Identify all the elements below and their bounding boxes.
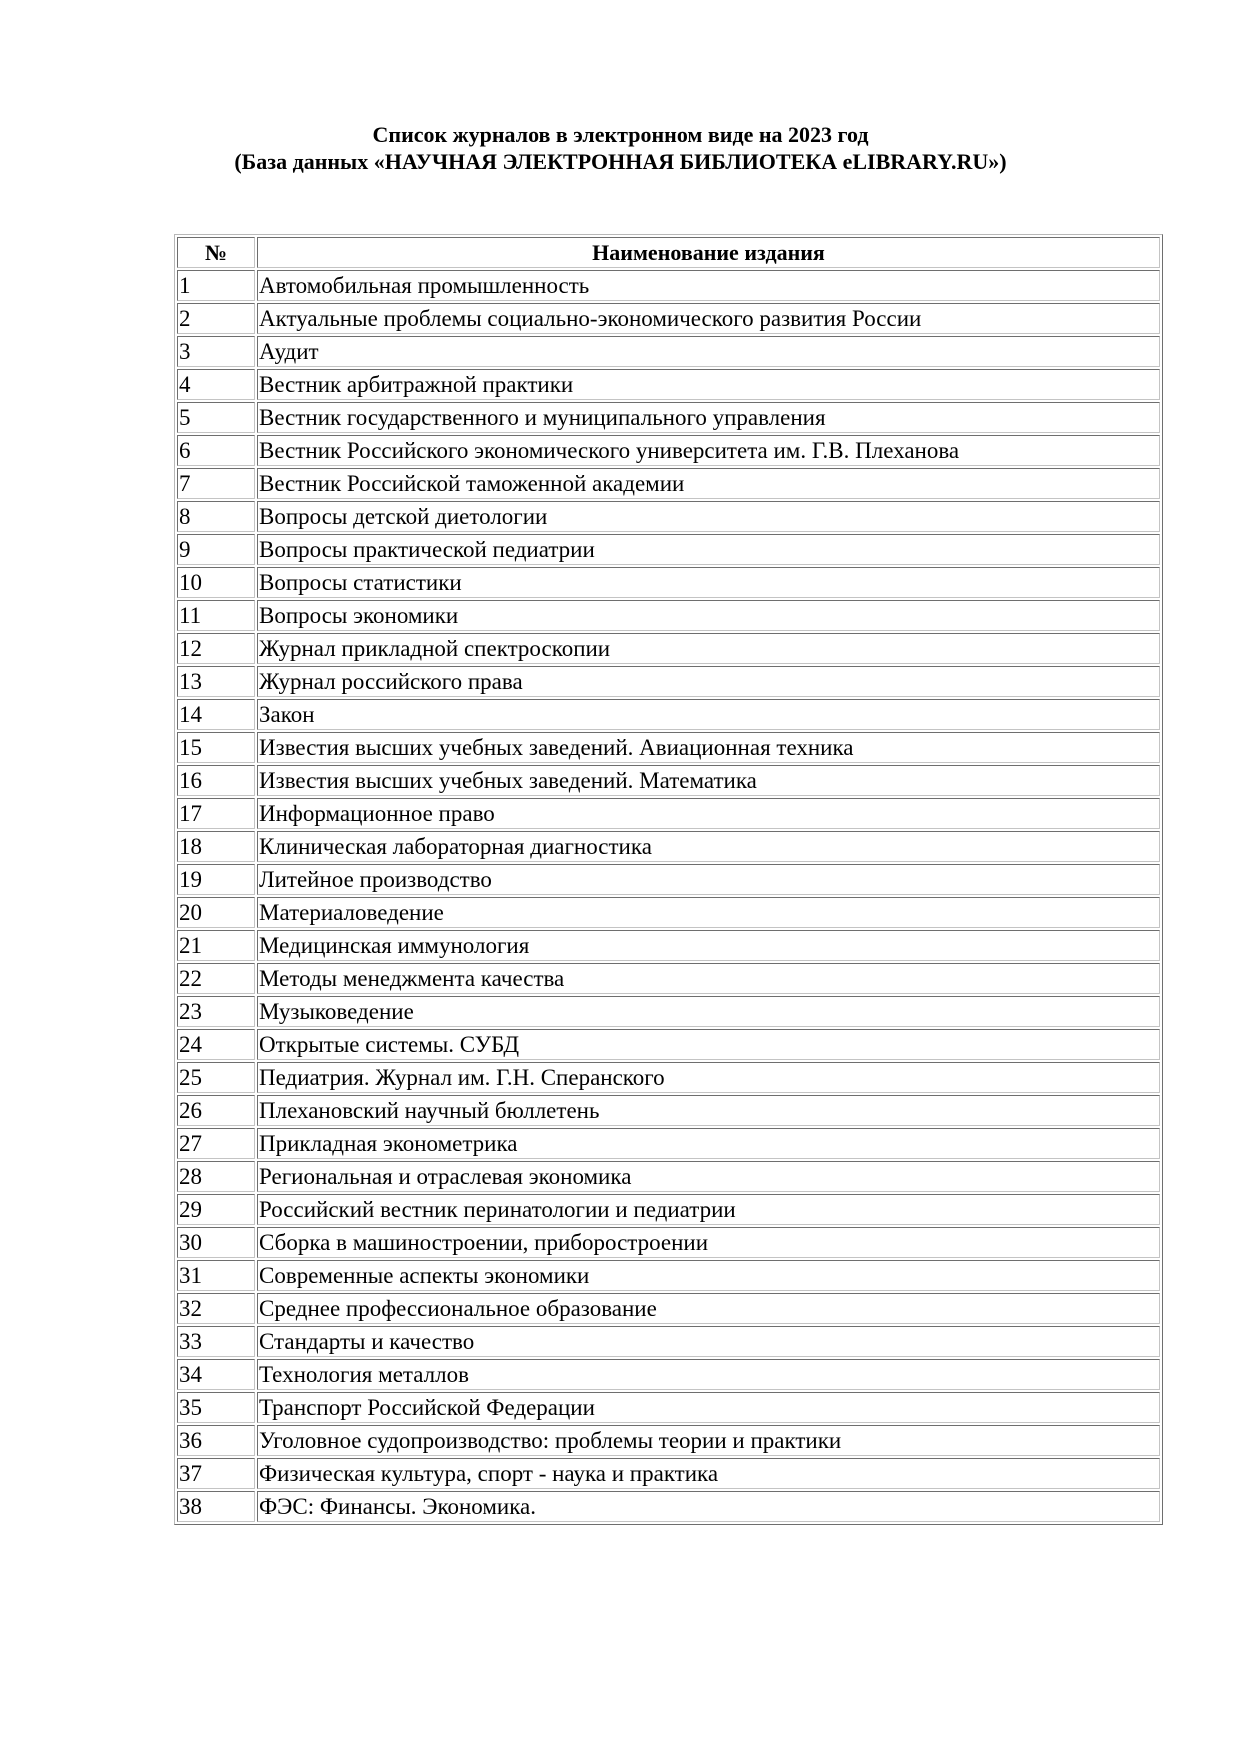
- journal-name-cell: Материаловедение: [257, 897, 1160, 928]
- table-row: [177, 1062, 1160, 1093]
- table-row: [177, 831, 1160, 862]
- table-body: [177, 270, 1160, 1522]
- row-number-cell: 27: [177, 1128, 255, 1159]
- row-number-cell: 16: [177, 765, 255, 796]
- table-row: [177, 1458, 1160, 1489]
- journal-name-cell: Сборка в машиностроении, приборостроении: [257, 1227, 1160, 1258]
- journal-name-cell: Уголовное судопроизводство: проблемы теории и практики: [257, 1425, 1160, 1456]
- table-row: [177, 402, 1160, 433]
- table-row: [177, 1491, 1160, 1522]
- journal-name-cell: Закон: [257, 699, 1160, 730]
- table-row: [177, 765, 1160, 796]
- journal-name-cell: Физическая культура, спорт - наука и практика: [257, 1458, 1160, 1489]
- row-number-cell: 21: [177, 930, 255, 961]
- row-number-cell: 24: [177, 1029, 255, 1060]
- table-row: [177, 1326, 1160, 1357]
- table-row: [177, 1260, 1160, 1291]
- journal-name-cell: Педиатрия. Журнал им. Г.Н. Сперанского: [257, 1062, 1160, 1093]
- journal-name-cell: Современные аспекты экономики: [257, 1260, 1160, 1291]
- journal-name-cell: Вестник Российского экономического университета им. Г.В. Плеханова: [257, 435, 1160, 466]
- title-line-1: Список журналов в электронном виде на 2023 год: [372, 122, 869, 147]
- table-row: [177, 699, 1160, 730]
- row-number-cell: 38: [177, 1491, 255, 1522]
- table-row: [177, 1425, 1160, 1456]
- row-number-cell: 7: [177, 468, 255, 499]
- row-number-cell: 13: [177, 666, 255, 697]
- table-row: [177, 1194, 1160, 1225]
- row-number-cell: 22: [177, 963, 255, 994]
- journal-name-cell: Автомобильная промышленность: [257, 270, 1160, 301]
- table-row: [177, 798, 1160, 829]
- row-number-cell: 23: [177, 996, 255, 1027]
- table-row: [177, 897, 1160, 928]
- row-number-cell: 2: [177, 303, 255, 334]
- table-row: [177, 1392, 1160, 1423]
- row-number-cell: 3: [177, 336, 255, 367]
- row-number-cell: 10: [177, 567, 255, 598]
- journal-name-cell: Стандарты и качество: [257, 1326, 1160, 1357]
- table-row: [177, 270, 1160, 301]
- row-number-cell: 20: [177, 897, 255, 928]
- row-number-cell: 8: [177, 501, 255, 532]
- table-row: [177, 996, 1160, 1027]
- journal-name-cell: Среднее профессиональное образование: [257, 1293, 1160, 1324]
- row-number-cell: 26: [177, 1095, 255, 1126]
- row-number-cell: 4: [177, 369, 255, 400]
- table-row: [177, 666, 1160, 697]
- journal-name-cell: Информационное право: [257, 798, 1160, 829]
- journal-name-cell: Вестник государственного и муниципального управления: [257, 402, 1160, 433]
- row-number-cell: 15: [177, 732, 255, 763]
- table-row: [177, 336, 1160, 367]
- journal-name-cell: Российский вестник перинатологии и педиатрии: [257, 1194, 1160, 1225]
- document-title: [0, 121, 1241, 175]
- journal-name-cell: Клиническая лабораторная диагностика: [257, 831, 1160, 862]
- row-number-cell: 1: [177, 270, 255, 301]
- table-row: [177, 468, 1160, 499]
- journals-table: [174, 234, 1163, 1525]
- journal-name-cell: Известия высших учебных заведений. Математика: [257, 765, 1160, 796]
- journal-name-cell: Вопросы детской диетологии: [257, 501, 1160, 532]
- row-number-cell: 5: [177, 402, 255, 433]
- row-number-cell: 33: [177, 1326, 255, 1357]
- table-row: [177, 600, 1160, 631]
- journal-name-cell: Вопросы экономики: [257, 600, 1160, 631]
- table-row: [177, 567, 1160, 598]
- row-number-cell: 18: [177, 831, 255, 862]
- table-row: [177, 435, 1160, 466]
- journal-name-cell: ФЭС: Финансы. Экономика.: [257, 1491, 1160, 1522]
- journal-name-cell: Журнал прикладной спектроскопии: [257, 633, 1160, 664]
- journal-name-cell: Музыковедение: [257, 996, 1160, 1027]
- row-number-cell: 9: [177, 534, 255, 565]
- row-number-cell: 36: [177, 1425, 255, 1456]
- table-header-row: [177, 237, 1160, 268]
- journal-name-cell: Актуальные проблемы социально-экономического развития России: [257, 303, 1160, 334]
- row-number-cell: 34: [177, 1359, 255, 1390]
- table-row: [177, 1227, 1160, 1258]
- journal-name-cell: Литейное производство: [257, 864, 1160, 895]
- table-row: [177, 633, 1160, 664]
- table-row: [177, 1161, 1160, 1192]
- table-row: [177, 1293, 1160, 1324]
- table-row: [177, 1095, 1160, 1126]
- table-row: [177, 930, 1160, 961]
- row-number-cell: 30: [177, 1227, 255, 1258]
- journal-name-cell: Плехановский научный бюллетень: [257, 1095, 1160, 1126]
- table-row: [177, 534, 1160, 565]
- journal-name-cell: Открытые системы. СУБД: [257, 1029, 1160, 1060]
- row-number-cell: 29: [177, 1194, 255, 1225]
- row-number-cell: 19: [177, 864, 255, 895]
- table-row: [177, 501, 1160, 532]
- row-number-cell: 32: [177, 1293, 255, 1324]
- row-number-cell: 14: [177, 699, 255, 730]
- journal-name-cell: Региональная и отраслевая экономика: [257, 1161, 1160, 1192]
- table-row: [177, 303, 1160, 334]
- row-number-cell: 28: [177, 1161, 255, 1192]
- column-header-number: №: [177, 237, 255, 268]
- table-row: [177, 963, 1160, 994]
- row-number-cell: 11: [177, 600, 255, 631]
- journal-name-cell: Вестник Российской таможенной академии: [257, 468, 1160, 499]
- journal-name-cell: Вопросы практической педиатрии: [257, 534, 1160, 565]
- journal-name-cell: Прикладная эконометрика: [257, 1128, 1160, 1159]
- row-number-cell: 31: [177, 1260, 255, 1291]
- journal-name-cell: Вестник арбитражной практики: [257, 369, 1160, 400]
- table-row: [177, 1128, 1160, 1159]
- row-number-cell: 25: [177, 1062, 255, 1093]
- journal-name-cell: Известия высших учебных заведений. Авиационная техника: [257, 732, 1160, 763]
- journal-name-cell: Вопросы статистики: [257, 567, 1160, 598]
- row-number-cell: 37: [177, 1458, 255, 1489]
- journal-name-cell: Технология металлов: [257, 1359, 1160, 1390]
- journal-name-cell: Методы менеджмента качества: [257, 963, 1160, 994]
- table-row: [177, 1359, 1160, 1390]
- journal-name-cell: Медицинская иммунология: [257, 930, 1160, 961]
- row-number-cell: 17: [177, 798, 255, 829]
- table-row: [177, 732, 1160, 763]
- table-row: [177, 864, 1160, 895]
- table-row: [177, 369, 1160, 400]
- title-line-2: (База данных «НАУЧНАЯ ЭЛЕКТРОННАЯ БИБЛИОТЕКА eLIBRARY.RU»): [234, 149, 1007, 174]
- row-number-cell: 35: [177, 1392, 255, 1423]
- journal-name-cell: Журнал российского права: [257, 666, 1160, 697]
- column-header-name: Наименование издания: [257, 237, 1160, 268]
- table-row: [177, 1029, 1160, 1060]
- journal-name-cell: Транспорт Российской Федерации: [257, 1392, 1160, 1423]
- row-number-cell: 12: [177, 633, 255, 664]
- row-number-cell: 6: [177, 435, 255, 466]
- journal-name-cell: Аудит: [257, 336, 1160, 367]
